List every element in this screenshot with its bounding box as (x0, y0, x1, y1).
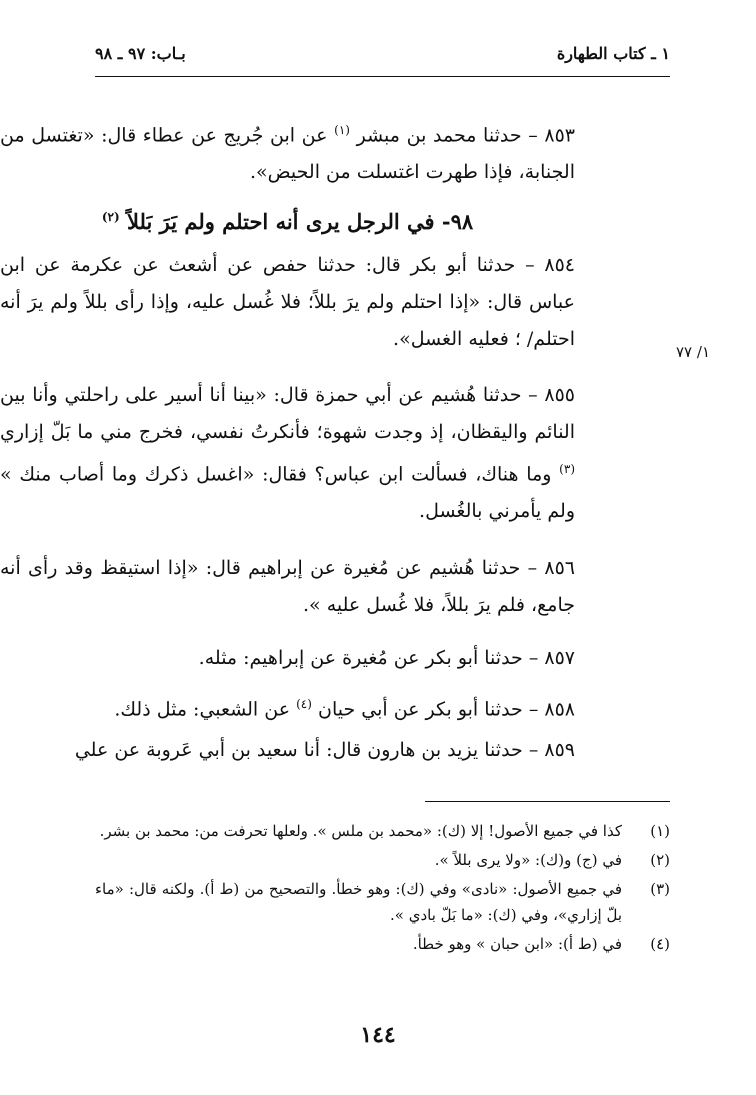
p853-text-a: ٨٥٣ – حدثنا محمد بن مبشر (356, 124, 575, 147)
paragraph-853 (0, 112, 575, 191)
page-number: ١٤٤ (360, 1022, 396, 1048)
p853-text-b: عن ابن جُريج عن عطاء قال: «تغتسل من الجنابة، فإذا طهرت اغتسلت من الحيض». (0, 124, 575, 184)
p854-text: ٨٥٤ – حدثنا أبو بكر قال: حدثنا حفص عن أشعث عن عكرمة عن ابن عباس قال: «إذا احتلم ولم يرَ بللاً؛ فلا غُسل عليه، وإذا رأى بللاً ولم يرَ أنه احتلم/ ؛ فعليه الغسل». (0, 254, 575, 350)
footnote-item (95, 931, 670, 957)
p858-text-a: ٨٥٨ – حدثنا أبو بكر عن أبي حيان (317, 698, 575, 721)
p858-text-b: عن الشعبي: مثل ذلك. (114, 698, 291, 721)
footnote-number: (٤) (650, 935, 670, 953)
margin-page-ref: ١/ ٧٧ (676, 343, 711, 361)
footnote-text: في جميع الأصول: «نادى» وفي (ك): وهو خطأ. والتصحيح من (ط أ). ولكنه قال: «ماء بلّ إزاري»، وفي (ك): «ما بَلّ بادي ». (95, 880, 622, 924)
footnote-item (95, 818, 670, 844)
footnote-item (95, 876, 670, 928)
running-header (95, 42, 670, 68)
header-chapter: ١ ـ كتاب الطهارة (556, 44, 670, 63)
footnote-text: كذا في جميع الأصول! إلا (ك): «محمد بن ملس ». ولعلها تحرفت من: محمد بن بشر. (99, 822, 622, 840)
footnote-number: (٢) (650, 851, 670, 869)
heading-text: ٩٨- في الرجل يرى أنه احتلم ولم يَرَ بَللاً (126, 209, 474, 234)
paragraph-857 (0, 640, 575, 677)
footnote-number: (١) (650, 822, 670, 840)
header-divider (95, 76, 670, 77)
p855-text-a: ٨٥٥ – حدثنا هُشيم عن أبي حمزة قال: «بينا أنا أسير على راحلتي وأنا بين النائم واليقظان، إذ وجدت شهوة؛ فأنكرتُ نفسي، فخرج مني ما بَلّ إزاري (0, 384, 575, 443)
footnote-text: في (ط أ): «ابن حبان » وهو خطأ. (412, 935, 622, 953)
p856-text: ٨٥٦ – حدثنا هُشيم عن مُغيرة عن إبراهيم قال: «إذا استيقظ وقد رأى أنه جامع، فلم يرَ بللاً، فلا غُسل عليه ». (0, 557, 575, 616)
paragraph-858 (0, 686, 575, 728)
header-section: بـاب: ٩٧ ـ ٩٨ (95, 44, 186, 63)
footnote-ref-2: (٢) (101, 210, 120, 224)
paragraph-854 (0, 247, 575, 358)
paragraph-859 (0, 732, 575, 769)
footnote-number: (٣) (650, 880, 670, 898)
footnote-ref-1: (١) (334, 123, 350, 137)
footnotes (95, 818, 670, 960)
footnote-ref-3: (٣) (559, 462, 575, 476)
footnote-ref-4: (٤) (296, 697, 312, 711)
section-heading (0, 199, 575, 240)
paragraph-855 (0, 377, 575, 530)
p855-text-b: وما هناك، فسألت ابن عباس؟ فقال: «اغسل ذكرك وما أصاب منك » ولم يأمرني بالغُسل. (0, 463, 575, 523)
p857-text: ٨٥٧ – حدثنا أبو بكر عن مُغيرة عن إبراهيم: مثله. (198, 647, 575, 669)
paragraph-856 (0, 550, 575, 624)
footnote-item (95, 847, 670, 873)
p859-text: ٨٥٩ – حدثنا يزيد بن هارون قال: أنا سعيد بن أبي عَروبة عن علي (74, 739, 575, 761)
footnote-text: في (ج) و(ك): «ولا يرى بللاً ». (434, 851, 622, 869)
footnote-divider (425, 801, 670, 802)
